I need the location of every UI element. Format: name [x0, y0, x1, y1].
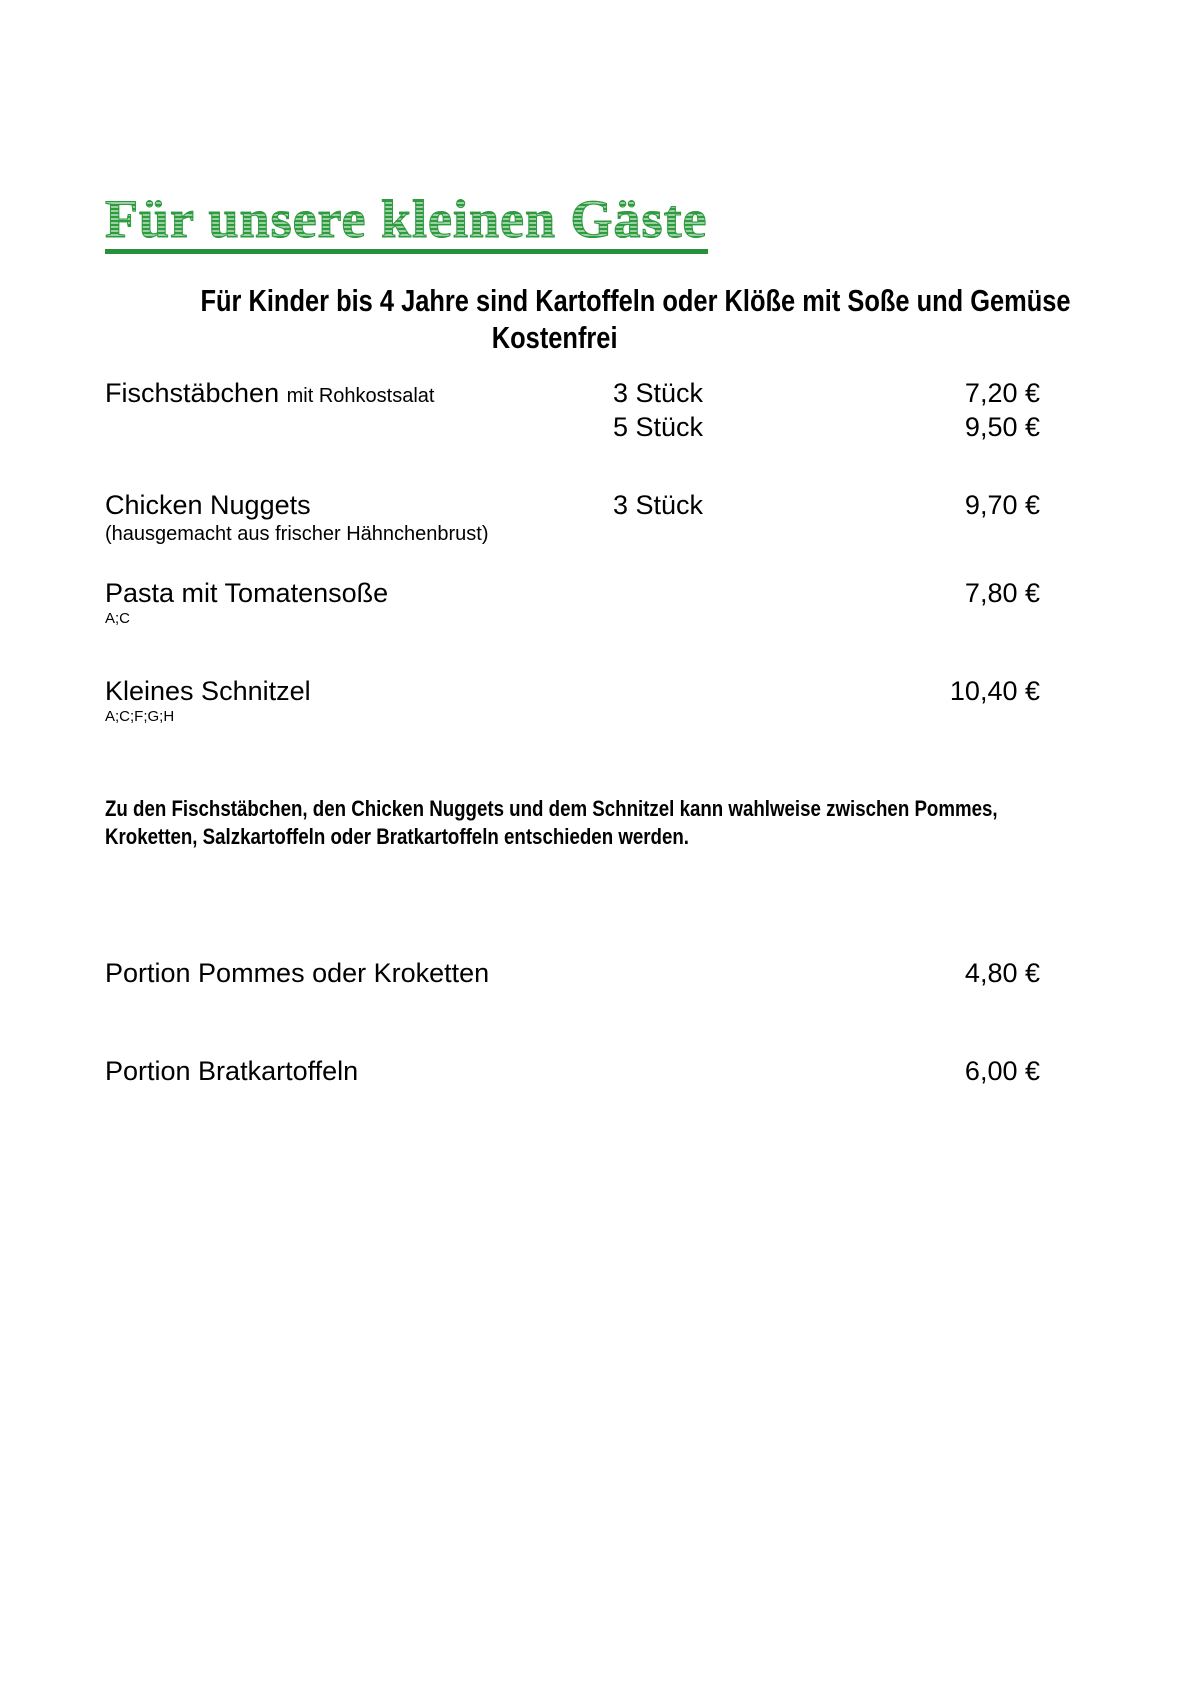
side-item-bratkartoffeln: [105, 1056, 1040, 1087]
menu-item-schnitzel: [105, 676, 1040, 726]
menu-item-row: [105, 412, 1040, 443]
item-price: 7,20 €: [964, 378, 1040, 408]
menu-item-fischstaebchen: [105, 378, 1040, 443]
menu-item-chicken-nuggets: [105, 490, 1040, 547]
item-quantity: 3 Stück: [613, 490, 704, 520]
item-name-note: mit Rohkostsalat: [286, 385, 435, 407]
item-quantity: [613, 578, 803, 609]
subtitle-line-2: Kostenfrei: [492, 320, 618, 355]
item-description: (hausgemacht aus frischer Hähnchenbrust): [105, 523, 489, 545]
item-name: Portion Pommes oder Kroketten: [105, 958, 490, 988]
item-quantity: 3 Stück: [613, 378, 704, 408]
selection-note-line-1: Zu den Fischstäbchen, den Chicken Nuggets und dem Schnitzel kann wahlweise zwischen Pommes,: [105, 796, 998, 821]
subtitle-line-1: Für Kinder bis 4 Jahre sind Kartoffeln oder Klöße mit Soße und Gemüse: [200, 283, 1071, 318]
side-item-pommes-kroketten: [105, 958, 1040, 989]
item-name: Fischstäbchen mit Rohkostsalat: [105, 378, 435, 408]
menu-subtitle: [105, 282, 1071, 356]
menu-item-row: [105, 378, 1040, 412]
item-name: Pasta mit Tomatensoße: [105, 578, 389, 608]
selection-note: [105, 795, 1155, 851]
item-price: 9,50 €: [964, 412, 1040, 442]
item-name: Chicken Nuggets: [105, 490, 311, 520]
item-price: 7,80 €: [964, 578, 1040, 608]
item-price: 9,70 €: [964, 490, 1040, 520]
selection-note-line-2: Kroketten, Salzkartoffeln oder Bratkartoffeln entschieden werden.: [105, 824, 689, 849]
menu-item-pasta: [105, 578, 1040, 628]
page-title: [105, 189, 708, 254]
item-price: 10,40 €: [949, 676, 1040, 706]
item-price: 6,00 €: [964, 1056, 1040, 1086]
item-price: 4,80 €: [964, 958, 1040, 988]
menu-item-row: [105, 490, 1040, 521]
menu-item-row: [105, 676, 1040, 707]
page-title-text: Für unsere kleinen Gäste: [105, 192, 708, 254]
menu-item-row: [105, 578, 1040, 609]
item-allergens: A;C;F;G;H: [105, 708, 175, 725]
item-name: Kleines Schnitzel: [105, 676, 311, 706]
item-quantity: 5 Stück: [613, 412, 704, 442]
item-name: Portion Bratkartoffeln: [105, 1056, 359, 1086]
item-quantity: [613, 676, 803, 707]
item-allergens: A;C: [105, 610, 131, 627]
